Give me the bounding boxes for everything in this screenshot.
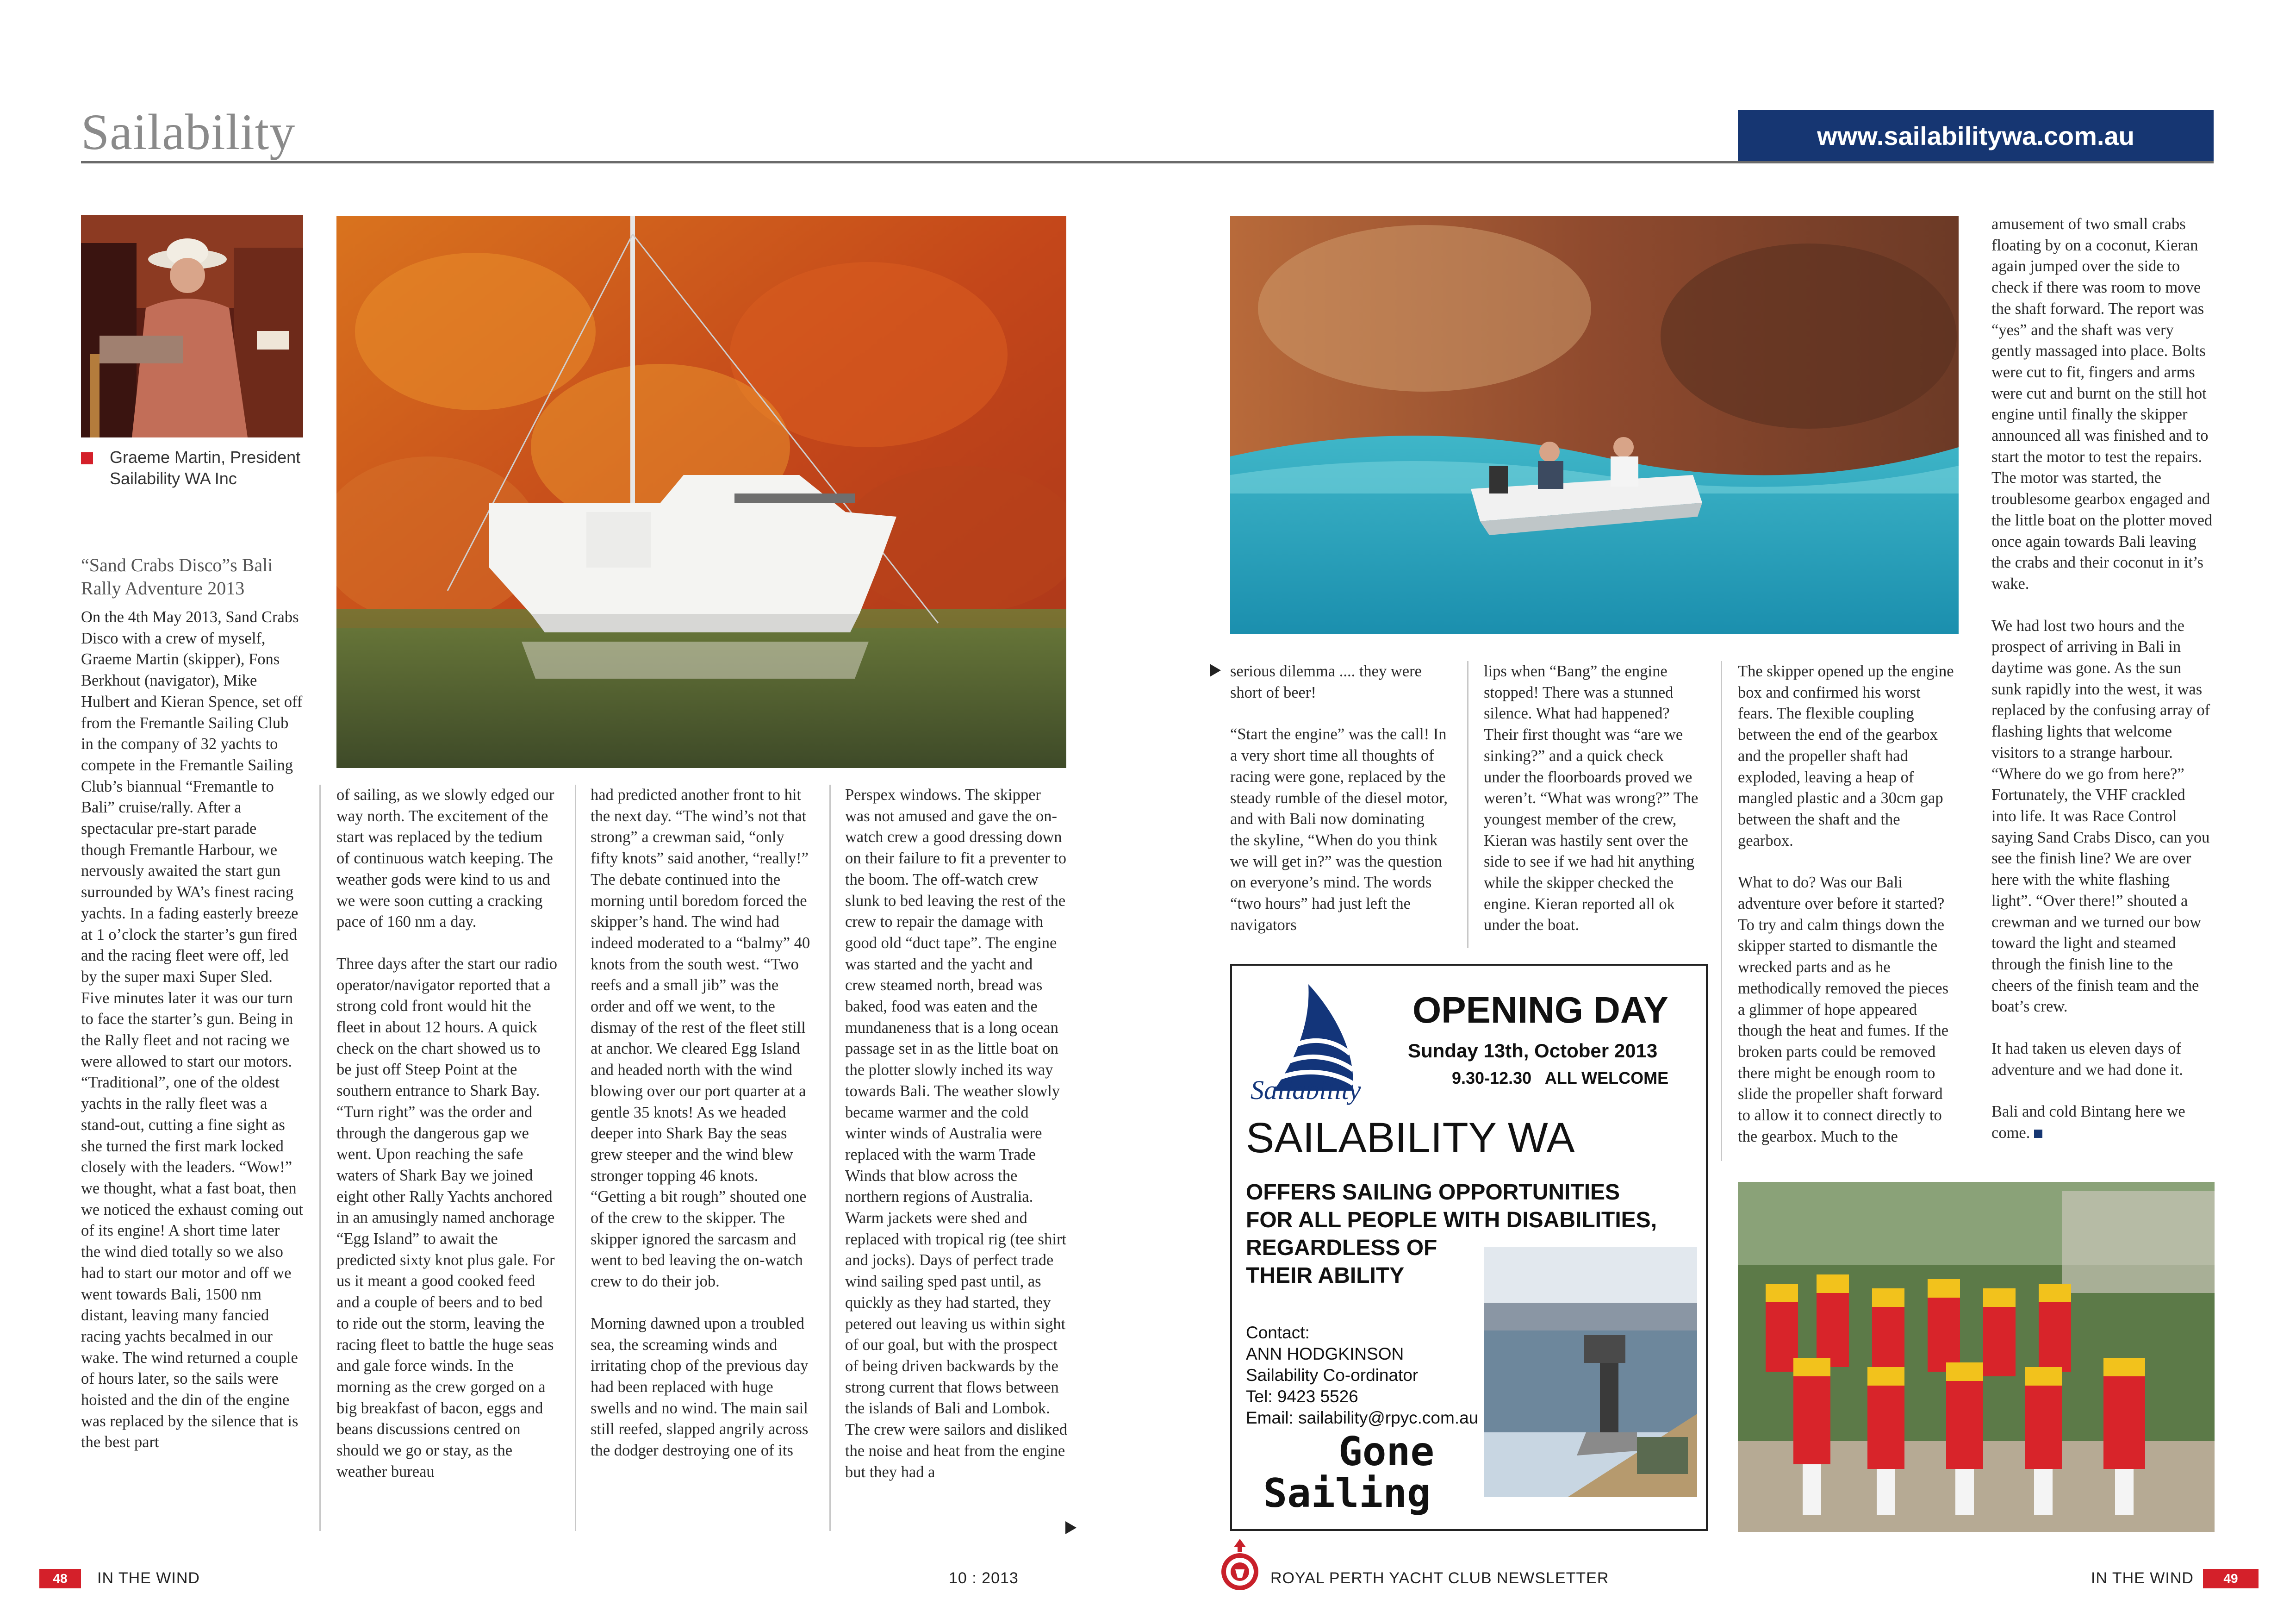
article-paragraph: of sailing, as we slowly edged our way north. The excitement of the start was replaced by the tedium of continuous watch keeping. The weather gods were kind to us and we were soon cutting a cracking pace of 160 nm a day. (336, 786, 554, 931)
page-number-right: 49 (2203, 1569, 2259, 1588)
column-divider (1721, 661, 1722, 1161)
article-paragraph: What to do? Was our Bali adventure over before it started? To try and calm things down the skipper started to dismantle the wrecked parts and as he methodically removed the pieces a glimmer of hope appeared though the heat and fumes. If the broken parts could be removed there might be enough room to slide the propeller shaft forward to allow it to connect directly to the gearbox. Much to the (1738, 874, 1949, 1145)
title-rule (81, 161, 2214, 163)
footer-label-right: IN THE WIND (2091, 1569, 2194, 1587)
prosthetic-leg-photo (1484, 1247, 1697, 1497)
article-closing: Bali and cold Bintang here we come. (1991, 1103, 2185, 1142)
column-divider (575, 785, 576, 1531)
column-divider (319, 785, 321, 1531)
article-paragraph: serious dilemma .... they were short of beer! (1230, 662, 1422, 701)
article-column-6 (1484, 661, 1704, 957)
column-divider (829, 785, 831, 1531)
contact-email[interactable]: Email: sailability@rpyc.com.au (1246, 1408, 1479, 1427)
contact-phone[interactable]: Tel: 9423 5526 (1246, 1387, 1358, 1406)
article-paragraph: The skipper opened up the engine box and confirmed his worst fears. The flexible coupling between the end of the gearbox and the propeller shaft had exploded, leaving a heap of mangled plastic and a 30cm gap between the shaft and the gearbox. (1738, 662, 1954, 849)
article-paragraph: Morning dawned upon a troubled sea, the screaming winds and irritating chop of the previous day had been replaced with huge swells and no wind. The main sail still reefed, slapped angrily across the dodger destroying one of its (591, 1314, 809, 1460)
end-mark-icon (2034, 1130, 2042, 1138)
url-banner[interactable]: www.sailabilitywa.com.au (1738, 110, 2214, 161)
sailboat-photo (336, 216, 1066, 768)
article-column-8 (1991, 214, 2214, 1165)
marching-band-photo (1738, 1182, 2215, 1532)
footer-issue: 10 : 2013 (949, 1569, 1019, 1587)
article-column-5 (1230, 661, 1448, 956)
article-paragraph: On the 4th May 2013, Sand Crabs Disco with a crew of myself, Graeme Martin (skipper), Fons Berkhout (navigator), Mike Hulbert and Kieran Spence, set off from the Fremantle Sailing Club in the company of 32 yachts to compete in the Fremantle Sailing Club’s biannual “Fremantle to Bali” cruise/rally. After a spectacular pre-start parade though Fremantle Harbour, we nervously awaited the start gun surrounded by WA’s finest racing yachts. In a fading easterly breeze at 1 o’clock the starter’s gun fired and the racing fleet were off, led by the super maxi Super Sled. Five minutes later it was our turn to face the starter’s gun. Being in the Rally fleet and not racing we were allowed to start our motors. “Traditional”, one of the oldest yachts in the rally fleet was a stand-out, cutting a fine sight as she turned the first mark locked closely with the leaders. “Wow!” we thought, what a fast boat, then we noticed the exhaust coming out of its engine! A short time later the wind died totally so we also had to start our motor and off we went towards Bali, 1500 nm distant, leaving many fancied racing yachts becalmed in our wake. The wind returned a couple of hours later, so the sails were hoisted and the din of the engine was replaced by the silence that is the best part (81, 608, 304, 1451)
sailability-logo (1246, 980, 1371, 1118)
contact-label: Contact: (1246, 1323, 1310, 1342)
sailability-ad (1230, 964, 1708, 1531)
article-paragraph (1991, 1101, 2214, 1143)
ad-offer-line: REGARDLESS OF (1246, 1236, 1437, 1260)
article-paragraph: Three days after the start our radio operator/navigator reported that a strong cold front would hit the fleet in about 12 hours. A quick check on the chart showed us to be just off Steep Point at the southern entrance to Shark Bay. “Turn right” was the order and through the dangerous gap we went. Upon reaching the safe waters of Shark Bay we joined eight other Rally Yachts anchored in an amusingly named anchorage “Egg Island” to await the predicted sixty knot plus gale. For us it meant a good cooked feed and a couple of beers and to bed to ride out the storm, leaving the racing fleet to battle the huge seas and gale force winds. In the morning as the crew gorged on a big breakfast of bacon, eggs and beans discussions centred on should we go or stay, as the weather bureau (336, 955, 558, 1480)
continued-arrow-icon (1065, 1521, 1076, 1534)
article-column-3 (591, 785, 813, 1482)
article-paragraph: had predicted another front to hit the next day. “The wind’s not that strong” a crewman said, “only fifty knots” said another, “really!” The debate continued into the morning until boredom forced the skipper’s hand. The wind had indeed moderated to a “balmy” 40 knots from the south west. “Two reefs and a small jib” was the order and off we went, to the dismay of the rest of the fleet still at anchor. We cleared Egg Island and headed north with the wind blowing over our port quarter at a gentle 35 knots! As we headed deeper into Shark Bay the seas grew steeper and the wind blew stronger topping 46 knots. “Getting a bit rough” shouted one of the crew to the skipper. The skipper ignored the sarcasm and went to bed leaving the on-watch crew to do their job. (591, 786, 810, 1291)
rpyc-crest-icon (1219, 1537, 1261, 1595)
article-paragraph: lips when “Bang” the engine stopped! There was a stunned silence. What had happened? Their first thought was “are we sinking?” and a quick check under the floorboards proved we weren’t. “What was wrong?” The youngest member of the crew, Kieran was hastily sent over the side to see if we had hit anything while the skipper checked the engine. Kieran reported all ok under the boat. (1484, 662, 1699, 934)
dinghy-photo (1230, 216, 1959, 634)
ad-brand: SAILABILITY WA (1246, 1114, 1575, 1162)
column-divider (1467, 661, 1468, 948)
ad-contact (1246, 1322, 1487, 1429)
portrait-photo (81, 215, 303, 437)
article-paragraph: It had taken us eleven days of adventure and we had done it. (1991, 1040, 2183, 1079)
sailing-line: Sailing (1263, 1470, 1431, 1517)
page-number-left: 48 (39, 1569, 81, 1588)
article-column-7 (1738, 661, 1958, 1168)
article-heading: “Sand Crabs Disco”s Bali Rally Adventure 2013 (81, 555, 273, 599)
article-paragraph: amusement of two small crabs floating by on a coconut, Kieran again jumped over the side to check if there was room to move the shaft forward. The report was “yes” and the shaft was very gently massaged into place. Bolts were cut to fit, fingers and arms were cut and burnt on the still hot engine until finally the skipper announced all was finished and to start the motor to test the repairs. The motor was started, the troublesome gearbox engaged and the little boat on the plotter moved once again towards Bali leaving the crabs and their coconut in it’s wake. (1991, 215, 2213, 593)
section-title: Sailability (81, 104, 296, 160)
continued-arrow-icon (1210, 664, 1221, 677)
gone-sailing-wordmark (1260, 1429, 1435, 1517)
ad-offer-line: THEIR ABILITY (1246, 1263, 1405, 1288)
footer-label-left: IN THE WIND (97, 1569, 200, 1587)
caption-bullet (81, 452, 93, 464)
ad-offer-line: FOR ALL PEOPLE WITH DISABILITIES, (1246, 1208, 1657, 1232)
contact-name: ANN HODGKINSON (1246, 1344, 1404, 1363)
footer-center-label: ROYAL PERTH YACHT CLUB NEWSLETTER (1270, 1569, 1609, 1587)
article-paragraph: “Start the engine” was the call! In a very short time all thoughts of racing were gone, replaced by the steady rumble of the diesel motor, and with Bali now dominating the skyline, “When do you think we will get in?” was the question on everyone’s mind. The words “two hours” had just left the navigators (1230, 725, 1448, 934)
photo-caption: Graeme Martin, President Sailability WA Inc (110, 448, 301, 488)
ad-headline: OPENING DAY (1412, 989, 1668, 1031)
ad-offer-line: OFFERS SAILING OPPORTUNITIES (1246, 1180, 1620, 1205)
ad-date: Sunday 13th, October 2013 (1408, 1040, 1658, 1062)
contact-role: Sailability Co-ordinator (1246, 1366, 1419, 1385)
ad-time: 9.30-12.30 ALL WELCOME (1452, 1068, 1669, 1087)
article-column-1 (81, 607, 303, 1474)
article-column-2 (336, 785, 559, 1504)
article-column-4 (845, 785, 1067, 1504)
article-paragraph: We had lost two hours and the prospect of arriving in Bali in daytime was gone. As the sun sunk rapidly into the west, it was replaced by the confusing array of flashing lights that welcome visitors to a strange harbour. “Where do we go from here?” Fortunately, the VHF crackled into life. It was Race Control saying Sand Crabs Disco, can you see the finish line? We are over here with the white flashing light”. “Over there!” shouted a crewman and we turned our bow toward the light and steamed through the finish line to the cheers of the finish team and the boat’s crew. (1991, 617, 2210, 1016)
logo-wordmark: Sailability (1251, 1075, 1361, 1105)
gone-line: Gone (1338, 1429, 1435, 1475)
article-paragraph: Perspex windows. The skipper was not amused and gave the on-watch crew a good dressing down on their failure to fit a preventer to the boom. The off-watch crew slunk to bed leaving the rest of the crew to repair the damage with good old “duct tape”. The engine was started and the yacht and crew steamed north, bread was baked, food was eaten and the mundaneness that is a long ocean passage set in as the little boat on the plotter slowly inched its way towards Bali. The weather slowly became warmer and the cold winter winds of Australia were replaced with the warm Trade Winds that blow across the northern regions of Australia. Warm jackets were shed and replaced with tropical rig (tee shirt and jocks). Days of perfect trade wind sailing sped past until, as quickly as they had started, they petered out leaving us within sight of our goal, but with the prospect of being driven backwards by the strong current that flows between the islands of Bali and Lombok. The crew were sailors and disliked the noise and heat from the engine but they had a (845, 786, 1067, 1481)
